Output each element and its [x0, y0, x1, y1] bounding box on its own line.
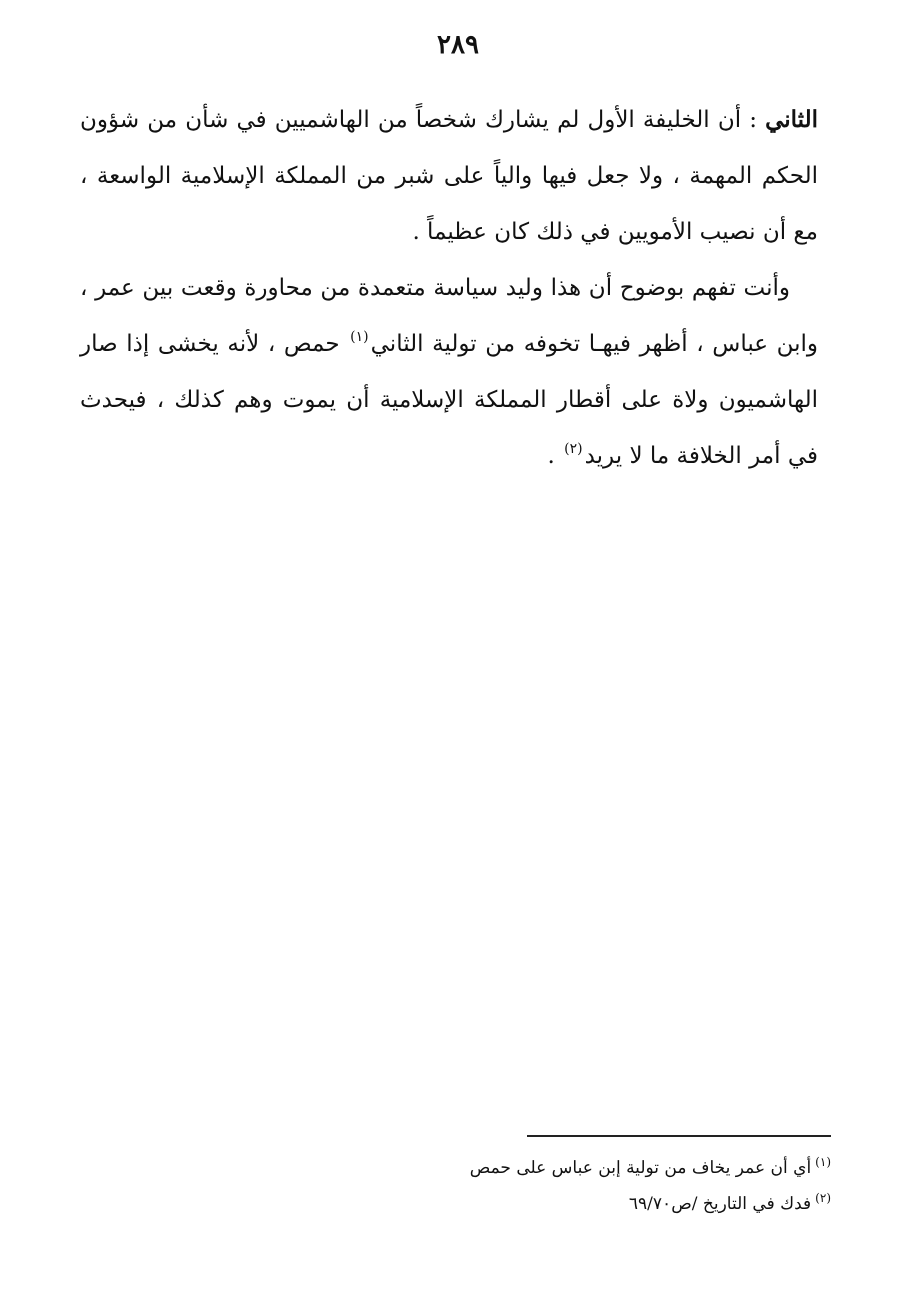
- footnote-divider: [527, 1135, 831, 1137]
- paragraph-1-text: : أن الخليفة الأول لم يشارك شخصاً من الهاشميين في شأن من شؤون الحكم المهمة ، ولا جعل فيها والياً على شبر من المملكة الإسلامية الواسعة ، مع أن نصيب الأمويين في ذلك كان عظيماً .: [80, 107, 818, 245]
- paragraph-1-lead: الثاني: [765, 106, 818, 133]
- page-number: ٢٨٩: [437, 30, 479, 60]
- main-text: [80, 92, 818, 484]
- footnote-2-text: فدك في التاريخ /ص٦٩/٧٠: [628, 1194, 812, 1214]
- paragraph-1: [80, 92, 818, 260]
- footnote-2: [400, 1186, 831, 1222]
- footnote-ref-2: (٢): [564, 441, 583, 457]
- footnote-1-text: أي أن عمر يخاف من تولية إبن عباس على حمص: [469, 1158, 812, 1178]
- paragraph-2-text-a: وأنت تفهم بوضوح أن هذا وليد سياسة متعمدة من محاورة وقعت بين عمر ، وابن عباس ، أظهر فيهـا تخوفه من تولية الثاني: [80, 275, 819, 357]
- paragraph-2-text-b: حمص ، لأنه يخشى إذا صار الهاشميون ولاة على أقطار المملكة الإسلامية أن يموت وهم كذلك ، فيحدث في أمر الخلافة ما لا يريد: [80, 331, 818, 469]
- footnote-ref-1: (١): [350, 329, 369, 345]
- footnote-1: [400, 1150, 831, 1186]
- footnotes: [400, 1150, 831, 1222]
- footnote-1-mark: (١): [815, 1155, 831, 1169]
- footnote-2-mark: (٢): [815, 1191, 831, 1205]
- paragraph-2-text-c: .: [547, 443, 563, 469]
- paragraph-2: [80, 260, 818, 484]
